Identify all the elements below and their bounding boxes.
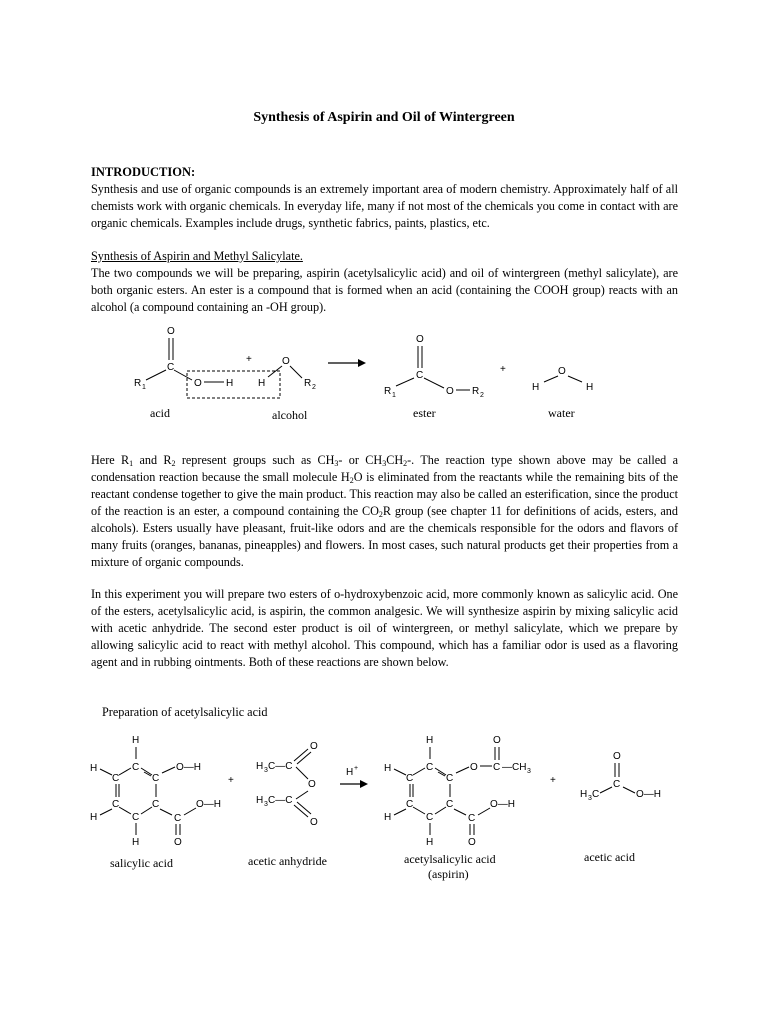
svg-text:C: C: [446, 799, 454, 810]
svg-text:+: +: [500, 364, 506, 375]
svg-text:+: +: [246, 354, 252, 365]
svg-text:O: O: [308, 779, 316, 790]
svg-text:C: C: [592, 789, 600, 800]
aspirin-structure: [384, 735, 531, 848]
water-h2: H: [586, 382, 594, 393]
svg-text:+: +: [354, 765, 359, 772]
ester-r2: R: [472, 386, 480, 397]
synthesis-section: [91, 248, 678, 316]
ester-r1: R: [384, 386, 392, 397]
svg-text:2: 2: [480, 392, 484, 399]
aspirin-reaction-arrow: [360, 780, 368, 788]
esterification-scheme: [0, 320, 768, 430]
svg-text:O—H: O—H: [196, 799, 221, 810]
water-h1: H: [532, 382, 540, 393]
svg-text:C—C: C—C: [268, 761, 293, 772]
reaction-arrow: [358, 359, 366, 367]
svg-text:1: 1: [392, 392, 396, 399]
acetic-acid-label: acetic acid: [584, 850, 635, 864]
aspirin-scheme: [0, 725, 768, 885]
svg-text:O: O: [613, 751, 621, 762]
aspirin-sublabel: (aspirin): [428, 867, 469, 881]
svg-text:H: H: [426, 735, 434, 746]
svg-text:O—H: O—H: [490, 799, 515, 810]
svg-text:—CH: —CH: [502, 762, 527, 773]
svg-text:H: H: [90, 763, 98, 774]
svg-text:2: 2: [312, 384, 316, 391]
svg-text:C: C: [152, 773, 160, 784]
ester-o: O: [446, 386, 454, 397]
intro-section: [91, 164, 678, 232]
svg-text:H: H: [132, 837, 140, 848]
acetic-anhydride-structure: [256, 741, 318, 828]
svg-text:O: O: [310, 741, 318, 752]
svg-text:3: 3: [588, 795, 592, 802]
svg-text:O—H: O—H: [176, 762, 201, 773]
svg-text:O: O: [310, 817, 318, 828]
svg-text:O: O: [470, 762, 478, 773]
svg-text:O: O: [468, 837, 476, 848]
salicylic-acid-structure: [90, 735, 221, 848]
alcohol-h: H: [258, 378, 266, 389]
ester-carbon: C: [416, 370, 424, 381]
intro-text: Synthesis and use of organic compounds is an extremely important area of modern chemistry. Approximately half of all chemists work with organic chemicals. In everyday life, many if not most of the chemicals you come in contact with are organic chemicals. Examples include drugs, synthetic fabrics, paints, plastics, etc.: [91, 182, 678, 230]
svg-text:H: H: [90, 812, 98, 823]
ester-carbonyl-o: O: [416, 334, 424, 345]
svg-text:C: C: [406, 773, 414, 784]
svg-text:C: C: [406, 799, 414, 810]
svg-text:C: C: [613, 779, 621, 790]
svg-text:C: C: [132, 812, 140, 823]
svg-text:O—H: O—H: [636, 789, 661, 800]
svg-text:O: O: [493, 735, 501, 746]
svg-text:H: H: [346, 767, 354, 778]
svg-text:H: H: [426, 837, 434, 848]
svg-text:C: C: [174, 813, 182, 824]
svg-text:H: H: [580, 789, 588, 800]
svg-text:C: C: [446, 773, 454, 784]
salicylic-label: salicylic acid: [110, 856, 173, 870]
svg-text:C: C: [468, 813, 476, 824]
prep-heading: Preparation of acetylsalicylic acid: [102, 705, 268, 719]
svg-text:H: H: [256, 761, 264, 772]
svg-text:C: C: [152, 799, 160, 810]
svg-text:1: 1: [142, 384, 146, 391]
svg-text:H: H: [384, 812, 392, 823]
ester-label: ester: [413, 406, 436, 420]
svg-text:H: H: [132, 735, 140, 746]
svg-text:3: 3: [264, 767, 268, 774]
alcohol-r: R: [304, 378, 312, 389]
anhydride-label: acetic anhydride: [248, 854, 327, 868]
svg-text:3: 3: [264, 801, 268, 808]
svg-text:H: H: [256, 795, 264, 806]
svg-text:C: C: [112, 773, 120, 784]
svg-text:C: C: [112, 799, 120, 810]
synthesis-text: The two compounds we will be preparing, aspirin (acetylsalicylic acid) and oil of wintergreen (methyl salicylate), are both organic esters. An ester is a compound that is formed when an acid (containing the COOH group) reacts with an alcohol (a compound containing an -OH group).: [91, 266, 678, 314]
intro-heading: INTRODUCTION:: [91, 165, 196, 179]
paragraph-experiment: In this experiment you will prepare two esters of o-hydroxybenzoic acid, more commonly known as salicylic acid. One of the esters, acetylsalicylic acid, is aspirin, the common analgesic. We will synthesize aspirin by mixing salicylic acid with acetic anhydride. The second ester product is oil of wintergreen, or methyl salicylate, which we prepare by allowing salicylic acid to react with methyl alcohol. This compound, which has a familiar odor is used as a flavoring agent and in rubbing ointments. Both of these reactions are shown below.: [91, 587, 678, 669]
acid-r: R: [134, 378, 142, 389]
acid-label: acid: [150, 406, 170, 420]
svg-text:C—C: C—C: [268, 795, 293, 806]
synthesis-heading: Synthesis of Aspirin and Methyl Salicylate.: [91, 249, 303, 263]
acid-o: O: [194, 378, 202, 389]
paragraph-definitions: Here $R_1$ and $R_2$ represent groups such as $CH_3-$ or $CH_3CH_2-$. The reaction type shown above may be called a condensation reaction because the small molecule $H_2O$ is eliminated from the reactants while the remaining bits of the reactant condense together to give the main product. This reaction may also be called an esterification, since the product of the reaction is an ester, a compound containing the $CO_2R$ group (see chapter 11 for definitions of acids, esters, and alcohols). Esters usually have pleasant, fruit-like odors and are the chemicals responsible for the odors and flavors of many fruits (oranges, bananas, pineapples) and flowers. In most cases, such natural products get their properties from a mixture of organic compounds.: [91, 453, 678, 569]
svg-text:H: H: [384, 763, 392, 774]
acid-carbon: C: [167, 362, 175, 373]
water-o: O: [558, 366, 566, 377]
svg-text:C: C: [426, 762, 434, 773]
water-label: water: [548, 406, 575, 420]
acid-h: H: [226, 378, 234, 389]
svg-text:C: C: [493, 762, 501, 773]
svg-text:O: O: [174, 837, 182, 848]
alcohol-label: alcohol: [272, 408, 308, 422]
alcohol-o: O: [282, 356, 290, 367]
svg-text:C: C: [132, 762, 140, 773]
svg-text:+: +: [228, 775, 234, 786]
svg-text:+: +: [550, 775, 556, 786]
svg-text:C: C: [426, 812, 434, 823]
page-title: Synthesis of Aspirin and Oil of Wintergreen: [253, 110, 515, 125]
svg-text:3: 3: [527, 768, 531, 775]
aspirin-label: acetylsalicylic acid: [404, 852, 496, 866]
acid-carbonyl-o: O: [167, 326, 175, 337]
acetic-acid-structure: [580, 751, 661, 802]
